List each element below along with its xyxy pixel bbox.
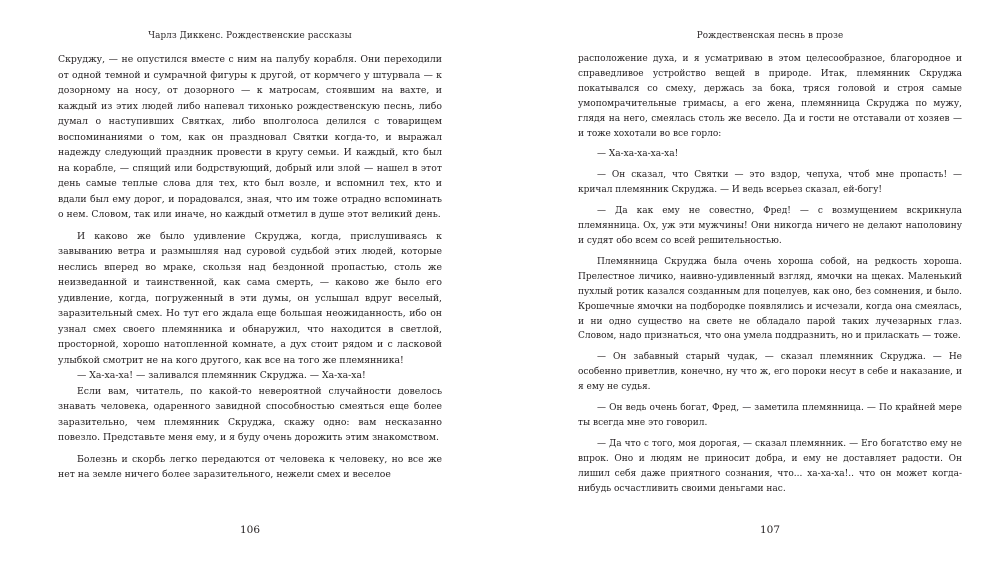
- paragraph: — Ха-ха-ха-ха-ха!: [597, 149, 679, 160]
- paragraph: — Он ведь очень богат, Фред, — заметила племянница. — По крайней мере ты всегда мне это говорил.: [578, 403, 962, 428]
- paragraph: — Да как ему не совестно, Фред! — с возмущением вскрикнула племянница. Ох, уж эти мужчины! Они никогда ничего не делают наполовину и судят обо всем со всей решительностью.: [578, 206, 962, 246]
- left-page: [58, 0, 442, 567]
- paragraph: — Он сказал, что Святки — это вздор, чепуха, чтоб мне пропасть! — кричал племянник Скруджа. — И ведь всерьез сказал, ей-богу!: [578, 170, 962, 196]
- paragraph: Скруджу, — не опустился вместе с ним на палубу корабля. Они переходили от одной темной и сумрачной фигуры к другой, от кормчего у штурвала — к дозорному на носу, от дозорного — к матросам, стоявшим на вахте, и каждый из этих людей либо напевал тихонько рождественскую песнь, либо думал о наступивших Святках, либо вполголоса делился с товарищем воспоминаниями о том, как он праздновал Святки когда-то, и выражал надежду следующий праздник провести в кругу семьи. И каждый, кто был на корабле, — спящий или бодрствующий, добрый или злой — нашел в этот день самые теплые слова для тех, кто был возле, и вспомнил тех, кто и вдали был ему дорог, и порадовался, зная, что им тоже отрадно вспоминать о нем. Словом, так или иначе, но каждый отметил в душе этот великий день.: [58, 54, 442, 220]
- running-header-right: Рождественская песнь в прозе: [696, 31, 844, 41]
- page-number-right: 107: [759, 524, 781, 536]
- paragraph: Болезнь и скорбь легко передаются от человека к человеку, но все же нет на земле ничего более заразительного, нежели смех и веселое: [58, 453, 442, 480]
- paragraph: Племянница Скруджа была очень хороша собой, на редкость хороша. Прелестное личико, наивно-удивленный взгляд, ямочки на щеках. Маленький пухлый ротик казался созданным для поцелуев, как оно, без сомнения, и было. Крошечные ямочки на подбородке появлялись и исчезали, когда она смеялась, и ни одно существо на свете не обладало парой таких лучезарных глаз. Словом, надо признаться, что она умела поддразнить, но и приласкать — тоже.: [578, 256, 962, 342]
- left-page-text: [58, 52, 442, 483]
- running-header-left: Чарлз Диккенс. Рождественские рассказы: [148, 31, 352, 41]
- paragraph: Если вам, читатель, по какой-то невероятной случайности довелось знавать человека, одаренного завидной способностью смеяться еще более заразительно, чем племянник Скруджа, скажу одно: вам несказанно повезло. Представьте меня ему, и я буду очень дорожить этим знакомством.: [58, 385, 442, 443]
- paragraph: И каково же было удивление Скруджа, когда, прислушиваясь к завыванию ветра и размышляя над суровой судьбой этих людей, которые неслись вперед во мраке, скользя над бездонной пропастью, столь же неизведанной и таинственной, как сама смерть, — каково же было его удивление, когда, погруженный в эти думы, он услышал вдруг веселый, заразительный смех. Но тут его ждала еще большая неожиданность, ибо он узнал смех своего племянника и обнаружил, что находится в светлой, просторной, хорошо натопленной комнате, а дух стоит рядом и с ласковой улыбкой смотрит не на кого другого, как все на того же племянника!: [58, 230, 442, 366]
- paragraph: — Да что с того, моя дорогая, — сказал племянник. — Его богатство ему не впрок. Оно и людям не приносит добра, и ему не доставляет радости. Он лишил себя даже приятного сознания, что... ха-ха-ха!.. что он может когда-нибудь осчастливить своими деньгами нас.: [578, 438, 962, 494]
- right-page-text: [578, 52, 962, 496]
- paragraph: расположение духа, и я усматриваю в этом целесообразное, благородное и справедливое устройство вещей в природе. Итак, племянник Скруджа покатывался со смеху, держась за бока, тряся головой и строя самые умопомрачительные гримасы, а его жена, племянница Скруджа по мужу, глядя на него, смеялась столь же весело. Да и гости не отставали от хозяев — и тоже хохотали во все горло:: [578, 54, 962, 139]
- page-number-left: 106: [239, 524, 261, 536]
- right-page: [578, 0, 962, 567]
- paragraph: — Ха-ха-ха! — заливался племянник Скруджа. — Ха-ха-ха!: [77, 370, 366, 381]
- paragraph: — Он забавный старый чудак, — сказал племянник Скруджа. — Не особенно приветлив, конечно, ну что ж, его пороки несут в себе и наказание, и я ему не судья.: [578, 352, 962, 393]
